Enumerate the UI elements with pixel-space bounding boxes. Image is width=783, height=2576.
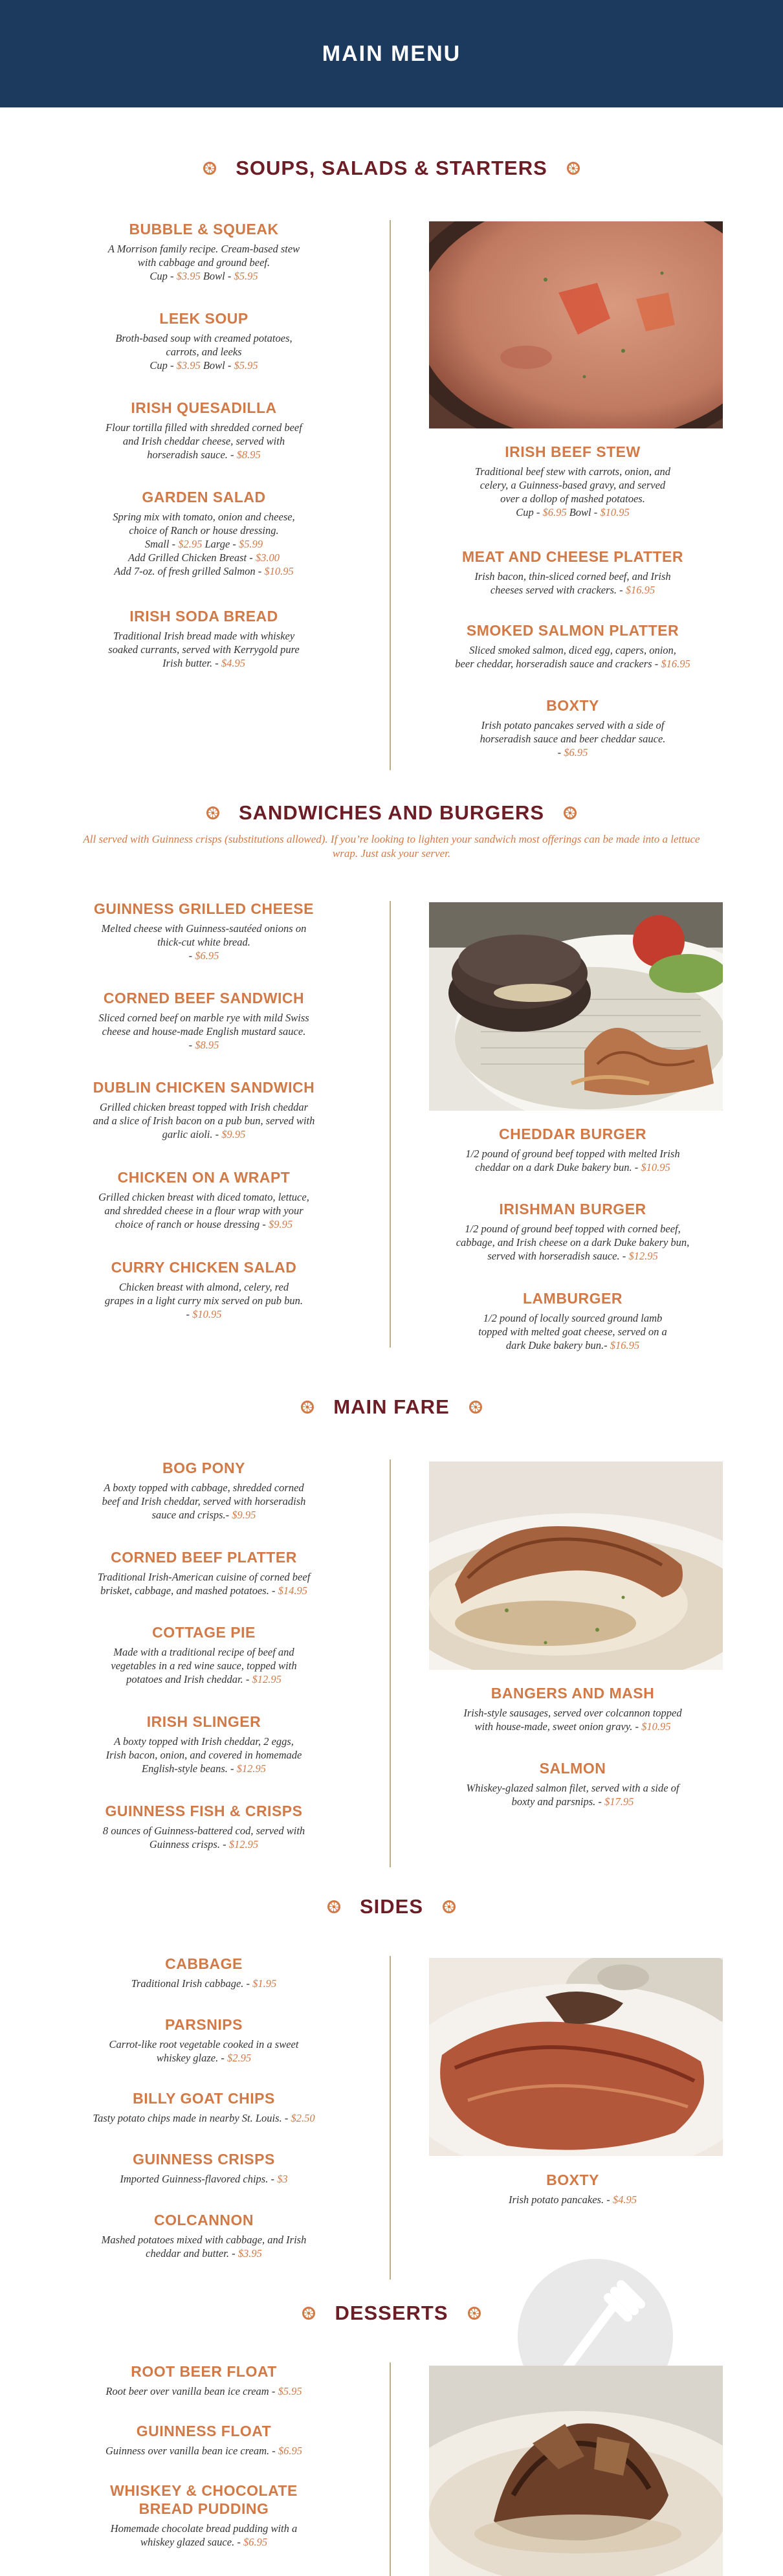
- photo-bread-pudding: [429, 2366, 723, 2576]
- column-divider: [390, 220, 391, 770]
- menu-item: BUBBLE & SQUEAK A Morrison family recipe. Cream-based stew with cabbage and ground beef. Cup - $3.95 Bowl - $5.95: [107, 221, 300, 282]
- page-title: MAIN MENU: [322, 41, 461, 66]
- menu-item: MEAT AND CHEESE PLATTER Irish bacon, thin-sliced corned beef, and Irish cheeses served with crackers. - $16.95: [461, 548, 684, 596]
- menu-item: LAMBURGER 1/2 pound of locally sourced ground lamb topped with melted goat cheese, served on a dark Duke bakery bun.- $16.95: [478, 1290, 667, 1351]
- menu-item: BOXTY Irish potato pancakes. - $4.95: [509, 2171, 637, 2206]
- ornament-icon: [468, 2307, 481, 2320]
- section-title-sides: SIDES: [0, 1895, 783, 1918]
- section-title-sandwiches: SANDWICHES AND BURGERS: [0, 801, 783, 825]
- ornament-icon: [443, 1900, 456, 1913]
- section-title-desserts: DESSERTS: [0, 2302, 783, 2325]
- menu-item: GUINNESS FISH & CRISPS 8 ounces of Guinness-battered cod, served with Guinness crisps. - $12.95: [102, 1803, 305, 1850]
- ornament-icon: [302, 2307, 315, 2320]
- menu-item: CHEDDAR BURGER 1/2 pound of ground beef topped with melted Irish cheddar on a dark Duke bakery bun. - $10.95: [465, 1126, 680, 1173]
- menu-item: CURRY CHICKEN SALAD Chicken breast with almond, celery, red grapes in a light curry mix served on pub bun. - $10.95: [104, 1259, 303, 1320]
- menu-item: LEEK SOUP Broth-based soup with creamed potatoes, carrots, and leeks Cup - $3.95 Bowl - $5.95: [115, 310, 292, 372]
- section-title-main-fare: MAIN FARE: [0, 1395, 783, 1419]
- menu-item: SMOKED SALMON PLATTER Sliced smoked salmon, diced egg, capers, onion, beer cheddar, horseradish sauce and crackers - $16.95: [455, 622, 690, 670]
- section-title-soups: SOUPS, SALADS & STARTERS: [0, 157, 783, 180]
- menu-item: IRISHMAN BURGER 1/2 pound of ground beef topped with corned beef, cabbage, and Irish cheese on a dark Duke bakery bun, served with horseradish sauce. - $12.95: [456, 1201, 690, 1262]
- section-note: All served with Guinness crisps (substitutions allowed). If you’re looking to lighten your sandwich most offerings can be made into a lettuce wrap. Just ask your server.: [83, 833, 700, 860]
- photo-irish-beef-stew: [429, 221, 723, 428]
- menu-item: GUINNESS GRILLED CHEESE Melted cheese with Guinness-sautéed onions on thick-cut white bread. - $6.95: [94, 900, 314, 962]
- menu-item: CABBAGE Traditional Irish cabbage. - $1.95: [131, 1955, 277, 1990]
- menu-item: SALMON Whiskey-glazed salmon filet, served with a side of boxty and parsnips. - $17.95: [466, 1760, 679, 1808]
- menu-item: COTTAGE PIE Made with a traditional recipe of beef and vegetables in a red wine sauce, topped with potatoes and Irish cheddar. - $12.95: [111, 1624, 297, 1685]
- photo-boxty: [429, 1958, 723, 2156]
- menu-item: CORNED BEEF PLATTER Traditional Irish-American cuisine of corned beef brisket, cabbage, and mashed potatoes. - $14.95: [97, 1549, 311, 1597]
- column-divider: [390, 1460, 391, 1867]
- ornament-icon: [301, 1401, 314, 1414]
- menu-item: PARSNIPS Carrot-like root vegetable cooked in a sweet whiskey glaze. - $2.95: [109, 2016, 299, 2064]
- menu-item: DUBLIN CHICKEN SANDWICH Grilled chicken breast topped with Irish cheddar and a slice of Irish bacon on a pub bun, served with garlic aioli. - $9.95: [93, 1079, 315, 1140]
- photo-bangers-and-mash: [429, 1461, 723, 1670]
- menu-item: IRISH BEEF STEW Traditional beef stew with carrots, onion, and celery, a Guinness-based gravy, and served over a dollop of mashed potatoes. Cup - $6.95 Bowl - $10.95: [475, 443, 670, 518]
- ornament-icon: [564, 806, 577, 819]
- ornament-icon: [327, 1900, 340, 1913]
- menu-item: CORNED BEEF SANDWICH Sliced corned beef on marble rye with mild Swiss cheese and house-made English mustard sauce. - $8.95: [98, 990, 309, 1051]
- ornament-icon: [203, 162, 216, 175]
- ornament-icon: [567, 162, 580, 175]
- menu-item: BOG PONY A boxty topped with cabbage, shredded corned beef and Irish cheddar, served with horseradish sauce and crisps.- $9.95: [102, 1460, 306, 1521]
- menu-item: GARDEN SALAD Spring mix with tomato, onion and cheese, choice of Ranch or house dressing. Small - $2.95 Large - $5.99 Add Grilled Chicken Breast - $3.00 Add 7-oz. of fresh grilled Salmon - $10.95: [113, 489, 295, 577]
- ornament-icon: [206, 806, 219, 819]
- menu-item: CHICKEN ON A WRAPT Grilled chicken breast with diced tomato, lettuce, and shredded cheese in a flour wrap with your choice of ranch or house dressing - $9.95: [98, 1169, 309, 1230]
- ornament-icon: [469, 1401, 482, 1414]
- menu-item: GUINNESS CRISPS Imported Guinness-flavored chips. - $3: [120, 2151, 288, 2185]
- menu-item: ROOT BEER FLOAT Root beer over vanilla bean ice cream - $5.95: [105, 2363, 302, 2397]
- menu-item: IRISH SLINGER A boxty topped with Irish cheddar, 2 eggs, Irish bacon, onion, and covered in homemade English-style beans. - $12.95: [105, 1713, 302, 1775]
- menu-item: BOXTY Irish potato pancakes served with a side of horseradish sauce and beer cheddar sauce. - $6.95: [480, 697, 666, 759]
- menu-item: IRISH SODA BREAD Traditional Irish bread made with whiskey soaked currants, served with Kerrygold pure Irish butter. - $4.95: [108, 608, 300, 669]
- column-divider: [390, 1956, 391, 2280]
- menu-item: COLCANNON Mashed potatoes mixed with cabbage, and Irish cheddar and butter. - $3.95: [101, 2212, 307, 2260]
- menu-item: BILLY GOAT CHIPS Tasty potato chips made in nearby St. Louis. - $2.50: [93, 2090, 315, 2124]
- menu-header: [0, 0, 783, 107]
- column-divider: [390, 2362, 391, 2576]
- menu-item: IRISH QUESADILLA Flour tortilla filled with shredded corned beef and Irish cheddar cheese, served with horseradish sauce. - $8.95: [105, 399, 302, 461]
- column-divider: [390, 901, 391, 1348]
- menu-item: GUINNESS FLOAT Guinness over vanilla bean ice cream. - $6.95: [105, 2423, 303, 2457]
- menu-item: BANGERS AND MASH Irish-style sausages, served over colcannon topped with house-made, sweet onion gravy. - $10.95: [463, 1685, 682, 1733]
- menu-item: WHISKEY & CHOCOLATE BREAD PUDDING Homemade chocolate bread pudding with a whiskey glazed sauce. - $6.95: [110, 2482, 298, 2548]
- photo-cheddar-burger: [429, 902, 723, 1111]
